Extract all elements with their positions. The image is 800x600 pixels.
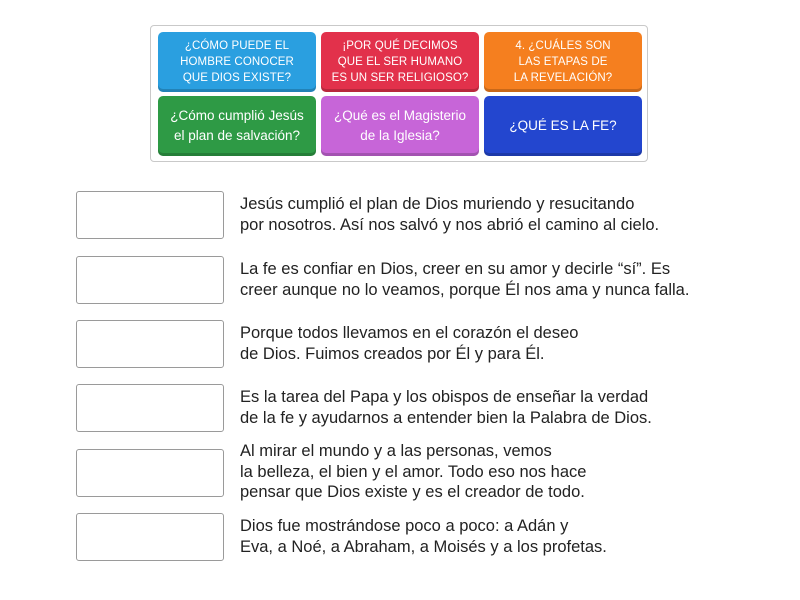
drop-target-4[interactable] — [76, 384, 224, 432]
answer-card-etapas-revelacion[interactable] — [484, 32, 642, 92]
answer-card-label: ¿Cómo cumplió Jesús el plan de salvación? — [170, 108, 304, 143]
drop-target-5[interactable] — [76, 449, 224, 497]
answer-card-label: ¿QUÉ ES LA FE? — [509, 118, 617, 133]
row-description-3: Porque todos llevamos en el corazón el deseo de Dios. Fuimos creados por Él y para Él. — [240, 324, 579, 363]
row-description-2: La fe es confiar en Dios, creer en su amor y decirle “sí”. Es creer aunque no lo veamos, porque Él nos ama y nunca falla. — [240, 260, 690, 299]
row-description-1: Jesús cumplió el plan de Dios muriendo y resucitando por nosotros. Así nos salvó y nos abrió el camino al cielo. — [240, 195, 660, 234]
card-pool — [150, 25, 648, 162]
drop-target-6[interactable] — [76, 513, 224, 561]
drop-target-2[interactable] — [76, 256, 224, 304]
answer-card-label: 4. ¿CUÁLES SON LAS ETAPAS DE LA REVELACIÓN? — [513, 40, 613, 84]
answer-card-que-es-la-fe[interactable] — [484, 96, 642, 156]
drop-target-3[interactable] — [76, 320, 224, 368]
answer-card-plan-salvacion[interactable] — [158, 96, 316, 156]
answer-card-label: ¡POR QUÉ DECIMOS QUE EL SER HUMANO ES UN SER RELIGIOSO? — [331, 40, 469, 84]
drop-target-1[interactable] — [76, 191, 224, 239]
answer-card-label: ¿CÓMO PUEDE EL HOMBRE CONOCER QUE DIOS EXISTE? — [180, 40, 294, 84]
answer-card-ser-religioso[interactable] — [321, 32, 479, 92]
row-description-6: Dios fue mostrándose poco a poco: a Adán y Eva, a Noé, a Abraham, a Moisés y a los profetas. — [240, 517, 607, 556]
answer-card-label: ¿Qué es el Magisterio de la Iglesia? — [333, 108, 467, 143]
row-description-5: Al mirar el mundo y a las personas, vemos la belleza, el bien y el amor. Todo eso nos hace pensar que Dios existe y es el creador de todo. — [240, 442, 587, 501]
answer-card-como-conocer[interactable] — [158, 32, 316, 92]
answer-card-magisterio[interactable] — [321, 96, 479, 156]
row-description-4: Es la tarea del Papa y los obispos de enseñar la verdad de la fe y ayudarnos a entender bien la Palabra de Dios. — [240, 388, 652, 427]
